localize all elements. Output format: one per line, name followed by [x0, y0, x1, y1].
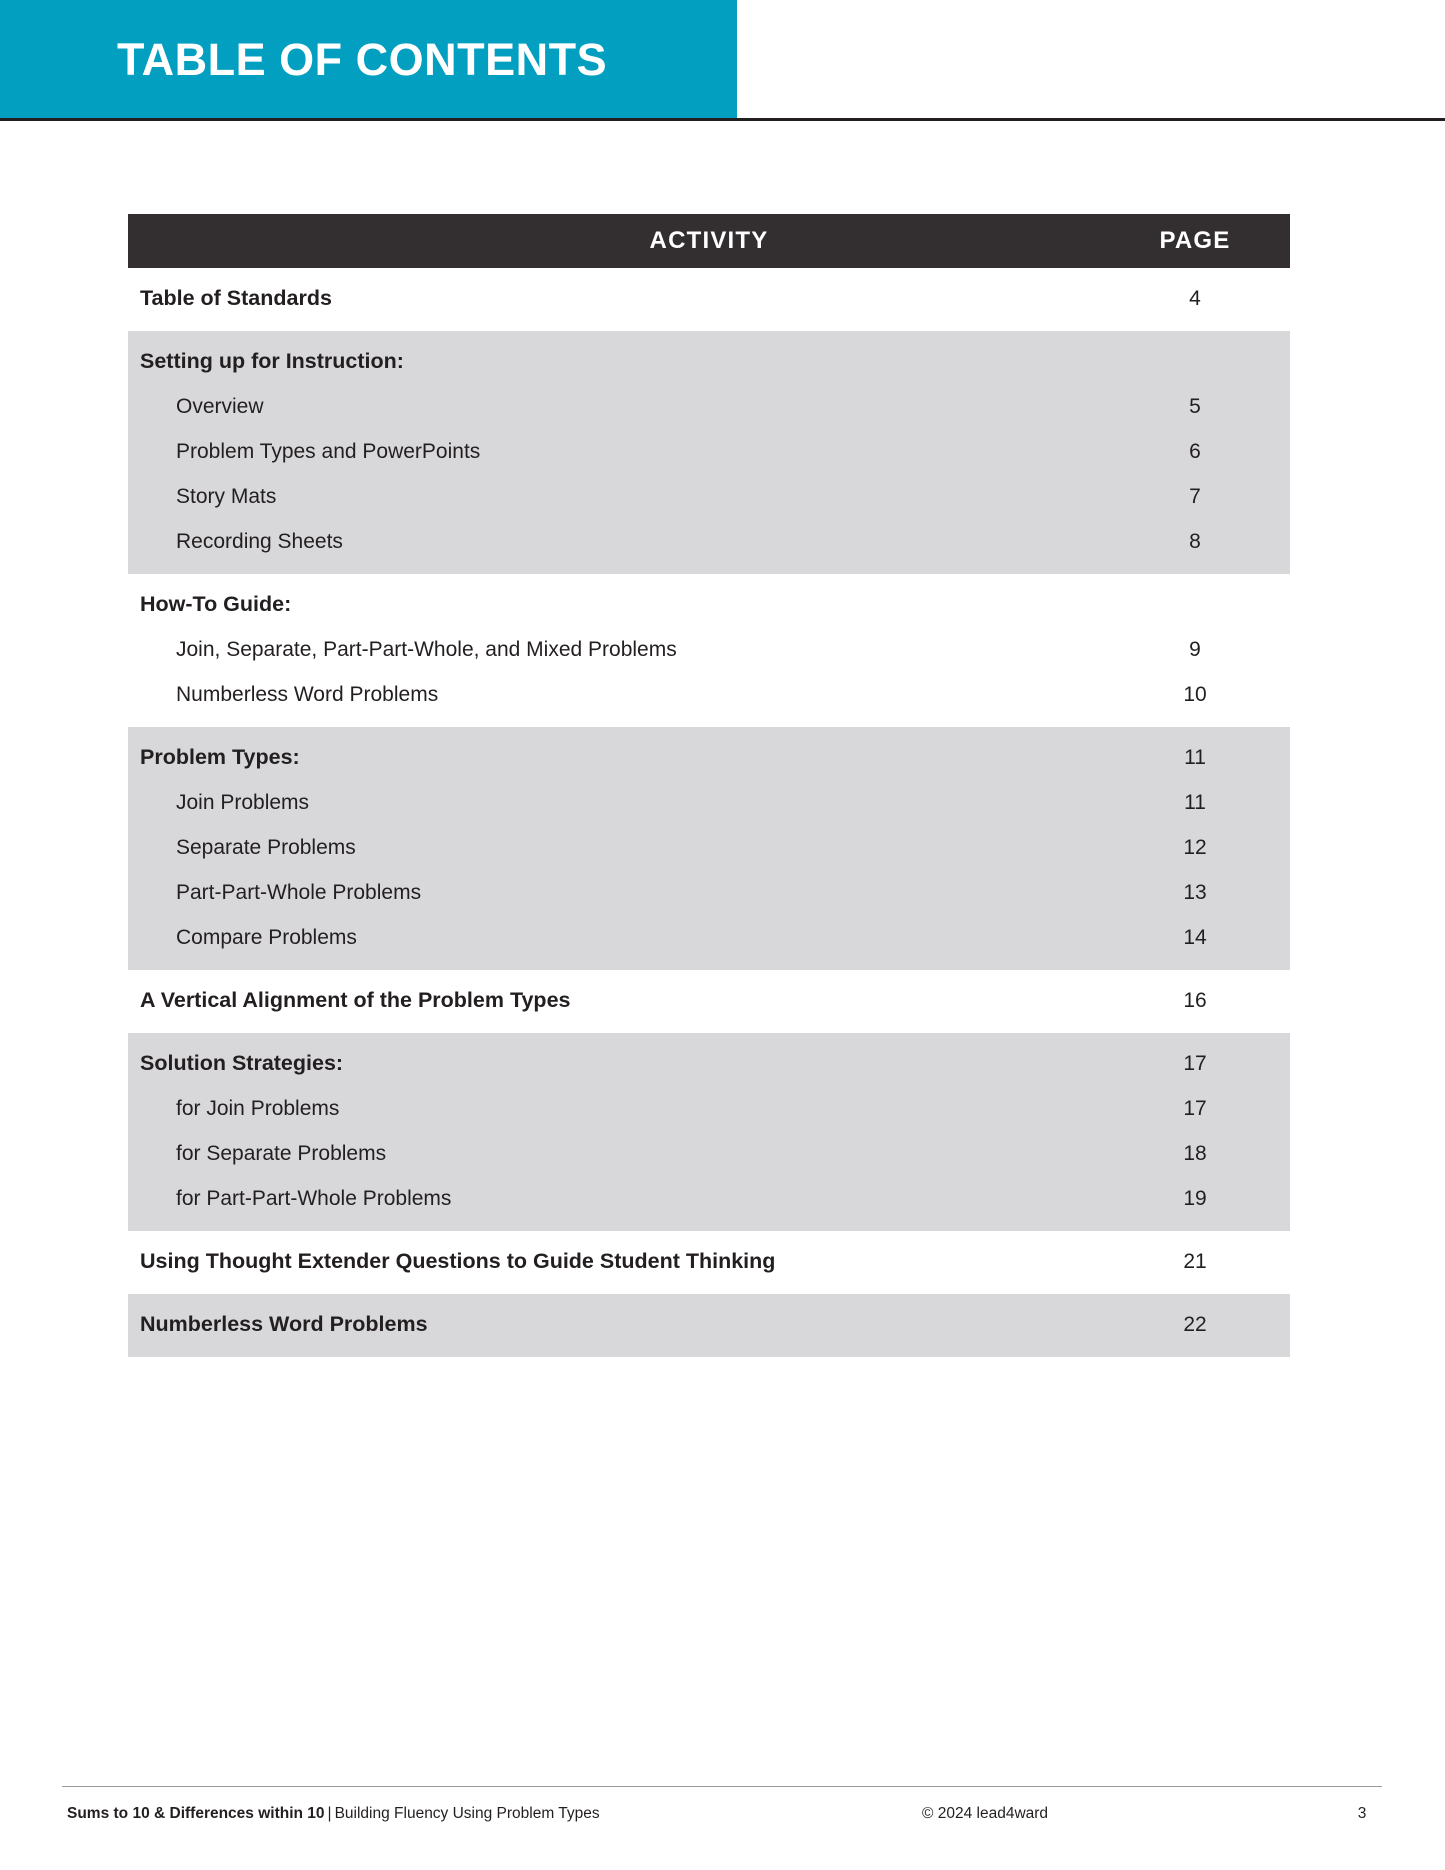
toc-entry-page-number: 11	[1184, 746, 1206, 769]
footer-separator: |	[327, 1805, 332, 1822]
toc-group	[128, 970, 1290, 1033]
toc-group	[128, 1294, 1290, 1357]
column-header-activity: ACTIVITY	[649, 227, 769, 254]
footer-copyright: © 2024 lead4ward	[922, 1805, 1049, 1822]
toc-entry-row[interactable]	[128, 1086, 1290, 1131]
toc-section-row[interactable]	[128, 1041, 1290, 1086]
toc-entry-label: Recording Sheets	[176, 530, 343, 553]
toc-entry-label: Overview	[176, 395, 264, 418]
table-of-contents	[128, 214, 1290, 1357]
toc-entry-row[interactable]	[128, 429, 1290, 474]
toc-entry-label: Join, Separate, Part-Part-Whole, and Mixed Problems	[176, 638, 677, 661]
toc-entry-label: Separate Problems	[176, 836, 356, 859]
toc-body	[128, 268, 1290, 1357]
toc-entry-page-number: 22	[1183, 1313, 1207, 1336]
page-footer	[62, 1786, 1382, 1829]
toc-column-header-row	[128, 214, 1290, 268]
toc-entry-label: Part-Part-Whole Problems	[176, 881, 422, 904]
toc-entry-page-number: 7	[1189, 485, 1201, 508]
toc-entry-page-number: 9	[1189, 638, 1201, 661]
toc-entry-row[interactable]	[128, 627, 1290, 672]
toc-entry-row[interactable]	[128, 672, 1290, 717]
toc-entry-label: Numberless Word Problems	[140, 1312, 428, 1336]
toc-entry-row[interactable]	[128, 1131, 1290, 1176]
toc-group	[128, 1033, 1290, 1231]
toc-entry-label: Problem Types:	[140, 745, 300, 769]
footer-content	[62, 1805, 1382, 1829]
toc-entry-page-number: 12	[1183, 836, 1207, 859]
toc-entry-label: Problem Types and PowerPoints	[176, 440, 481, 463]
toc-entry-label: for Join Problems	[176, 1097, 340, 1120]
toc-entry-label: Numberless Word Problems	[176, 683, 439, 706]
toc-entry-page-number: 8	[1189, 530, 1201, 553]
footer-subtitle: Building Fluency Using Problem Types	[334, 1805, 600, 1822]
toc-section-row[interactable]	[128, 339, 1290, 384]
page-header	[0, 0, 1445, 150]
toc-section-row[interactable]	[128, 1239, 1290, 1284]
toc-entry-label: Using Thought Extender Questions to Guide Student Thinking	[140, 1249, 776, 1273]
toc-group	[128, 574, 1290, 727]
toc-entry-page-number: 6	[1189, 440, 1201, 463]
toc-entry-label: for Part-Part-Whole Problems	[176, 1187, 452, 1210]
toc-entry-label: A Vertical Alignment of the Problem Types	[140, 988, 571, 1012]
toc-group	[128, 1231, 1290, 1294]
toc-entry-page-number: 19	[1183, 1187, 1207, 1210]
footer-title-bold: Sums to 10 & Differences within 10	[67, 1805, 325, 1822]
toc-entry-page-number: 5	[1189, 395, 1201, 418]
toc-entry-page-number: 14	[1183, 926, 1207, 949]
toc-group	[128, 268, 1290, 331]
header-divider	[0, 118, 1445, 121]
footer-document-title	[67, 1805, 600, 1823]
toc-entry-row[interactable]	[128, 474, 1290, 519]
toc-entry-row[interactable]	[128, 870, 1290, 915]
toc-entry-row[interactable]	[128, 1176, 1290, 1221]
toc-entry-label: Table of Standards	[140, 286, 332, 310]
toc-entry-page-number: 17	[1183, 1097, 1207, 1120]
toc-entry-page-number: 4	[1189, 287, 1201, 310]
toc-entry-label: for Separate Problems	[176, 1142, 387, 1165]
toc-group	[128, 331, 1290, 574]
page-title: TABLE OF CONTENTS	[117, 33, 608, 85]
toc-entry-label: Compare Problems	[176, 926, 357, 949]
toc-entry-label: How-To Guide:	[140, 592, 292, 616]
toc-entry-row[interactable]	[128, 825, 1290, 870]
toc-entry-label: Story Mats	[176, 485, 277, 508]
toc-section-row[interactable]	[128, 276, 1290, 321]
toc-entry-page-number: 10	[1183, 683, 1207, 706]
toc-group	[128, 727, 1290, 970]
footer-divider	[62, 1786, 1382, 1787]
toc-entry-row[interactable]	[128, 915, 1290, 960]
toc-entry-row[interactable]	[128, 519, 1290, 564]
toc-entry-row[interactable]	[128, 780, 1290, 825]
column-header-page: PAGE	[1159, 227, 1231, 254]
toc-entry-page-number: 13	[1183, 881, 1207, 904]
header-banner	[0, 0, 737, 118]
footer-page-number: 3	[1357, 1805, 1367, 1822]
toc-entry-page-number: 11	[1184, 791, 1206, 814]
toc-entry-label: Join Problems	[176, 791, 310, 814]
toc-entry-label: Setting up for Instruction:	[140, 349, 404, 373]
toc-entry-page-number: 21	[1183, 1250, 1207, 1273]
toc-section-row[interactable]	[128, 582, 1290, 627]
toc-entry-page-number: 18	[1183, 1142, 1207, 1165]
toc-section-row[interactable]	[128, 978, 1290, 1023]
toc-entry-page-number: 16	[1183, 989, 1207, 1012]
toc-section-row[interactable]	[128, 1302, 1290, 1347]
toc-entry-label: Solution Strategies:	[140, 1051, 344, 1075]
toc-entry-row[interactable]	[128, 384, 1290, 429]
toc-entry-page-number: 17	[1183, 1052, 1207, 1075]
toc-section-row[interactable]	[128, 735, 1290, 780]
